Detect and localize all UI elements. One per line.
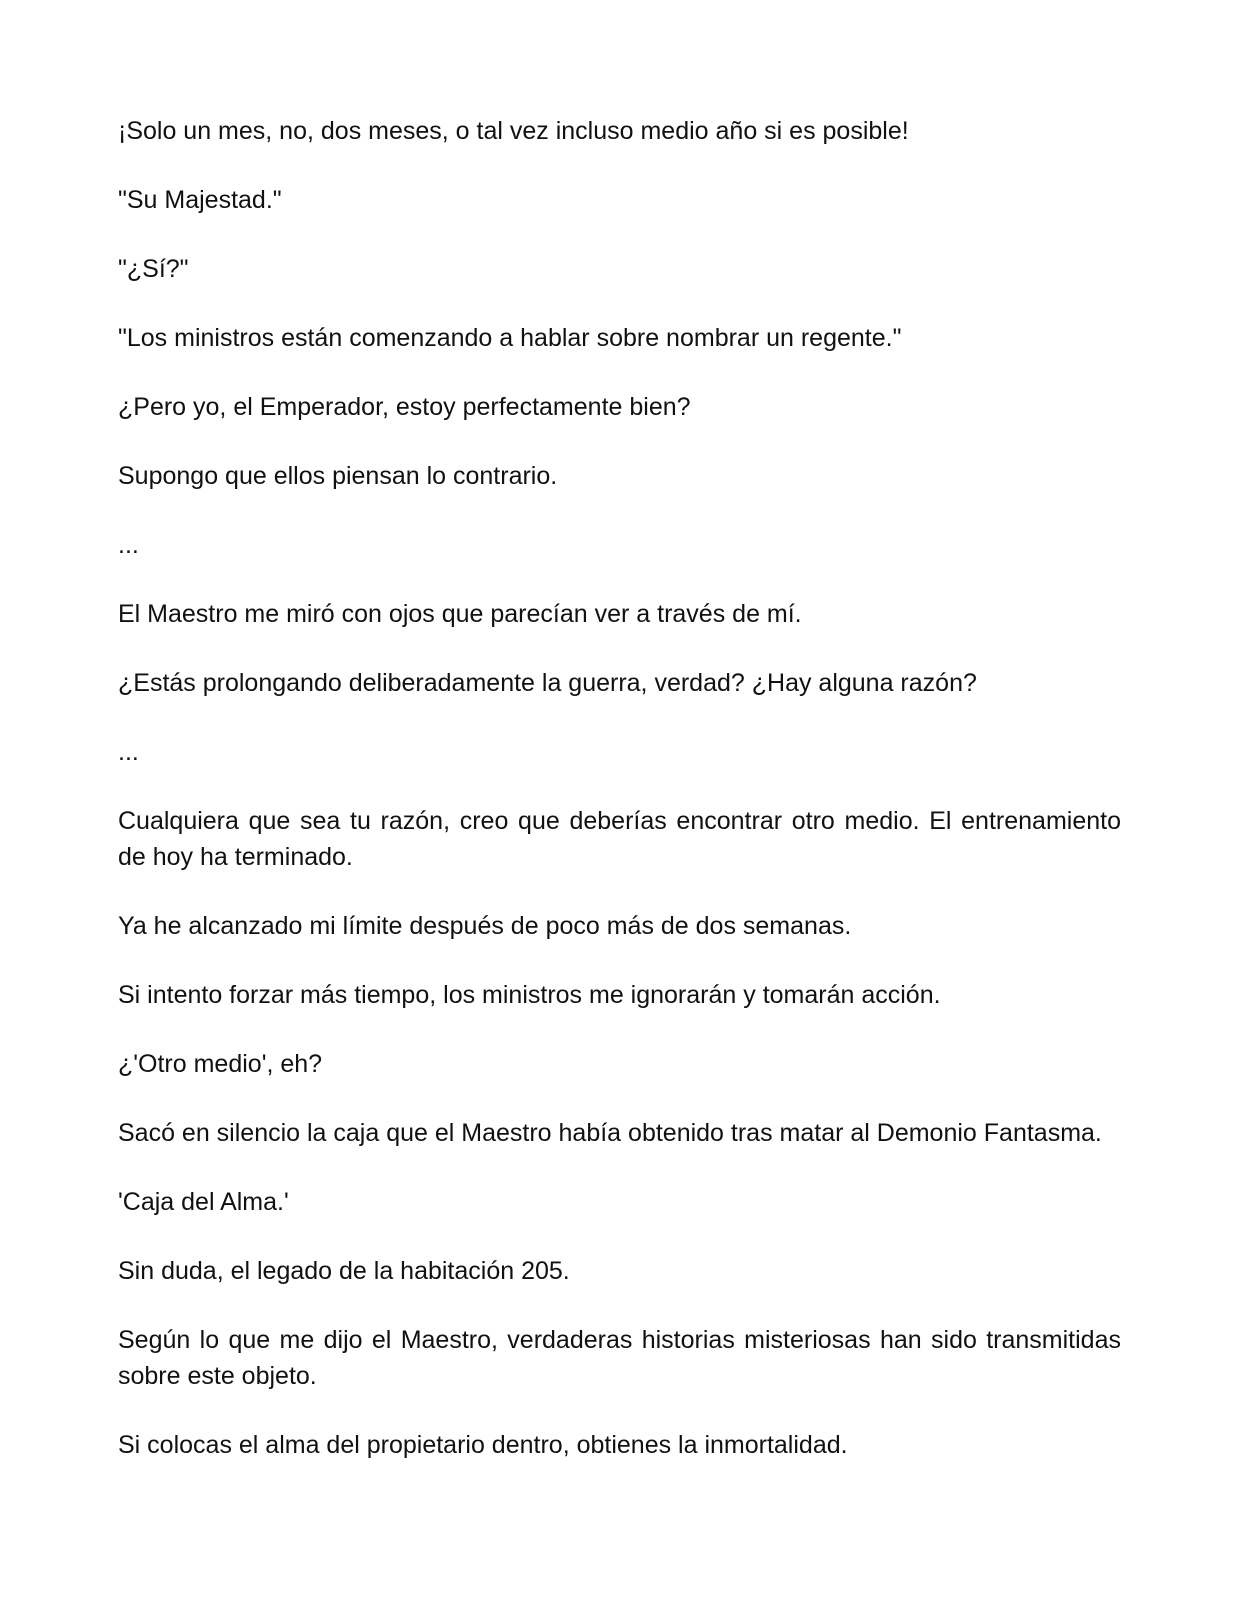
paragraph: "¿Sí?" xyxy=(118,255,189,283)
paragraph: Cualquiera que sea tu razón, creo que deberías encontrar otro medio. El entrenamiento de hoy ha terminado. xyxy=(118,807,1121,871)
paragraph: "Su Majestad." xyxy=(118,186,282,214)
paragraph: Sin duda, el legado de la habitación 205. xyxy=(118,1257,570,1285)
paragraph: ¿Estás prolongando deliberadamente la guerra, verdad? ¿Hay alguna razón? xyxy=(118,669,977,697)
paragraph: Supongo que ellos piensan lo contrario. xyxy=(118,462,558,490)
document-body xyxy=(118,113,1121,1496)
paragraph: El Maestro me miró con ojos que parecían ver a través de mí. xyxy=(118,600,802,628)
paragraph: ¿'Otro medio', eh? xyxy=(118,1050,323,1078)
paragraph: Según lo que me dijo el Maestro, verdaderas historias misteriosas han sido transmitidas sobre este objeto. xyxy=(118,1326,1121,1390)
ellipsis-paragraph: ... xyxy=(118,738,139,766)
paragraph: Ya he alcanzado mi límite después de poco más de dos semanas. xyxy=(118,912,852,940)
paragraph: Sacó en silencio la caja que el Maestro había obtenido tras matar al Demonio Fantasma. xyxy=(118,1119,1102,1147)
paragraph: ¿Pero yo, el Emperador, estoy perfectamente bien? xyxy=(118,393,691,421)
paragraph: Si intento forzar más tiempo, los ministros me ignorarán y tomarán acción. xyxy=(118,981,941,1009)
paragraph: Si colocas el alma del propietario dentro, obtienes la inmortalidad. xyxy=(118,1431,848,1459)
paragraph: 'Caja del Alma.' xyxy=(118,1188,289,1216)
paragraph: "Los ministros están comenzando a hablar sobre nombrar un regente." xyxy=(118,324,902,352)
paragraph: ¡Solo un mes, no, dos meses, o tal vez incluso medio año si es posible! xyxy=(118,117,909,145)
ellipsis-paragraph: ... xyxy=(118,531,139,559)
